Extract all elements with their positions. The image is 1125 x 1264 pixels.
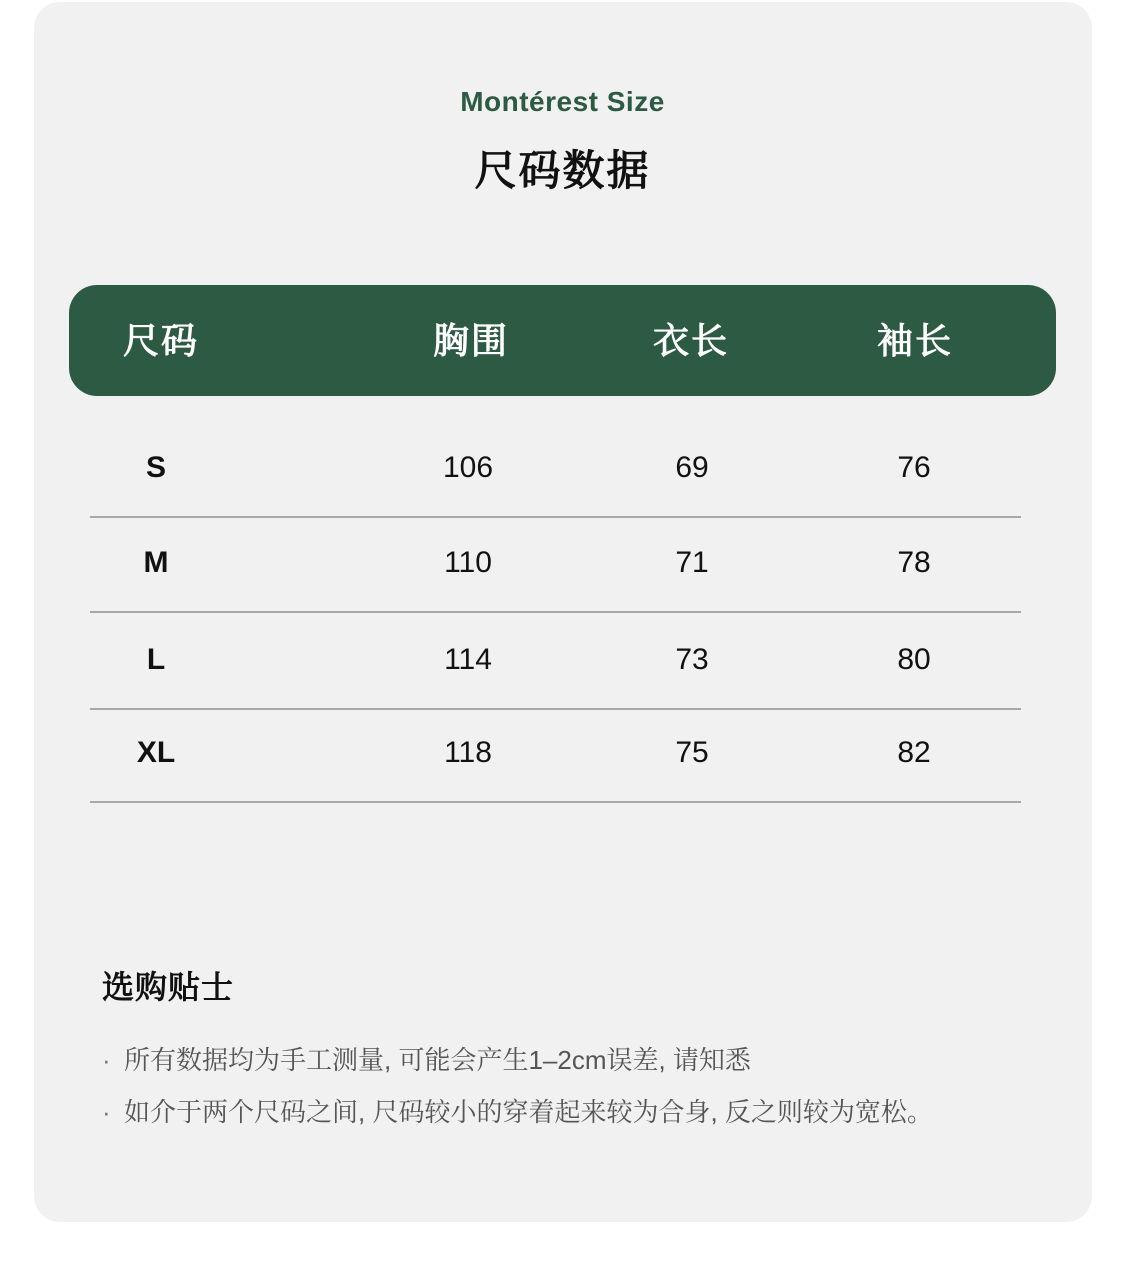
table-row [90, 420, 1021, 518]
sleeve-cell: 78 [897, 546, 931, 579]
tip-text: 所有数据均为手工测量, 可能会产生1–2cm误差, 请知悉 [124, 1045, 751, 1075]
table-row [90, 515, 1021, 613]
chest-cell: 114 [444, 643, 492, 676]
table-header [69, 285, 1056, 396]
bullet-dot: · [102, 1097, 111, 1127]
bullet-dot: · [102, 1045, 111, 1075]
sleeve-cell: 82 [897, 736, 931, 769]
tip-text: 如介于两个尺码之间, 尺码较小的穿着起来较为合身, 反之则较为宽松。 [124, 1097, 933, 1127]
table-row [90, 612, 1021, 710]
size-cell: L [146, 643, 166, 676]
chest-cell: 110 [444, 546, 492, 579]
header-sleeve: 袖长 [877, 320, 954, 361]
sleeve-cell: 76 [897, 451, 931, 484]
table-row [90, 705, 1021, 803]
tip-item [102, 1040, 751, 1077]
sleeve-cell: 80 [897, 643, 931, 676]
brand-name: Montérest Size [460, 86, 665, 117]
chest-cell: 106 [442, 451, 494, 484]
header-size: 尺码 [123, 320, 200, 361]
length-cell: 75 [675, 736, 709, 769]
tips-title: 选购贴士 [102, 969, 235, 1005]
length-cell: 73 [675, 643, 709, 676]
tip-item [102, 1092, 933, 1129]
chest-cell: 118 [444, 736, 492, 769]
size-cell: M [143, 546, 169, 579]
length-cell: 69 [675, 451, 709, 484]
size-cell: S [145, 451, 166, 484]
length-cell: 71 [675, 546, 709, 579]
page-title: 尺码数据 [474, 147, 651, 194]
header-chest: 胸围 [433, 320, 510, 361]
header-length: 衣长 [653, 320, 730, 361]
size-cell: XL [136, 736, 176, 769]
